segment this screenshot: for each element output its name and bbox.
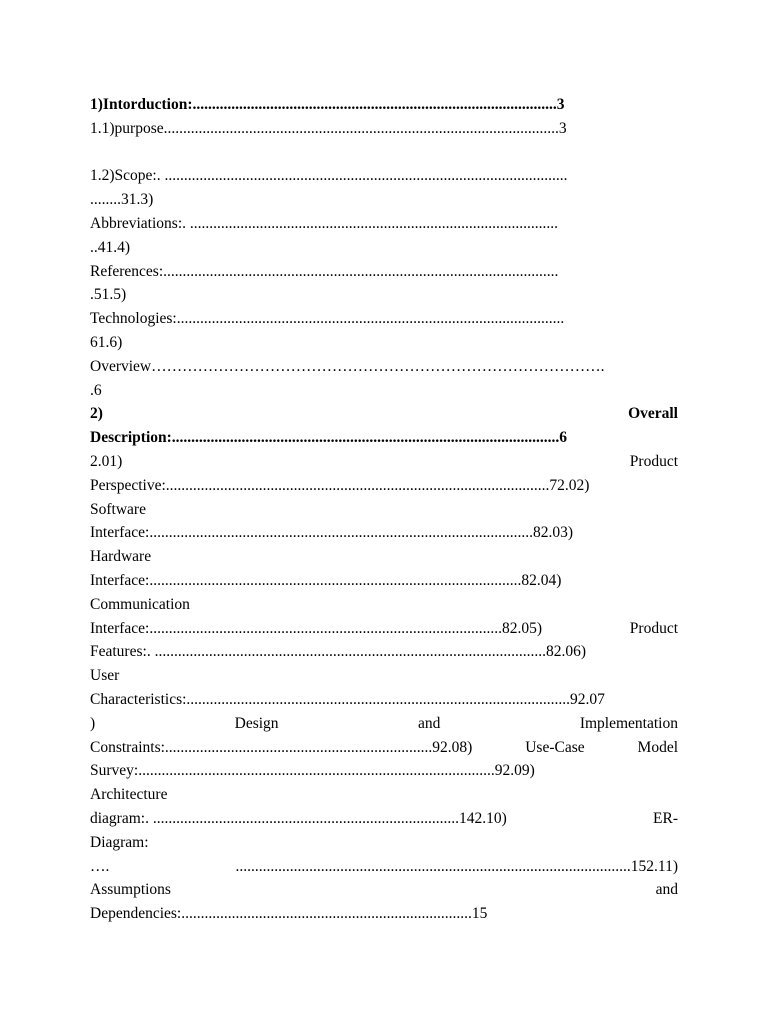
toc-entry-communication-interface [90,617,678,641]
toc-word: Use-Case [525,738,585,756]
toc-word: Product [629,452,678,470]
toc-entry-software-interface: Interface:...................................................................................................82.03) [90,524,574,542]
toc-entry-survey: Survey:............................................................................................92.09) [90,762,535,780]
toc-word: …. [90,857,110,875]
toc-entry-technologies-cont: 61.6) [90,333,123,351]
toc-entry-product-features: Features:. .....................................................................................................82.06) [90,643,586,661]
toc-entry-product-perspective [90,450,678,474]
toc-word: ER- [653,809,678,827]
toc-word: and [418,714,441,732]
toc-entry-introduction: 1)Intorduction:..............................................................................................3 [90,96,565,113]
toc-entry-diagram: Diagram: [90,833,149,851]
toc-entry-references-cont: .51.5) [90,286,127,304]
toc-word: Interface:...........................................................................................82.05) [90,619,543,637]
toc-word: Assumptions [90,881,171,899]
table-of-contents [90,93,678,926]
toc-entry-description: Description:....................................................................................................6 [90,429,568,447]
toc-entry-overview-cont: .6 [90,381,102,399]
toc-entry-hardware: Hardware [90,548,152,566]
toc-word: 2) [90,405,103,423]
toc-entry-scope: 1.2)Scope:. ........................................................................................................ [90,167,568,185]
toc-entry-purpose: 1.1)purpose......................................................................................................3 [90,119,567,137]
toc-entry-er-diagram [90,855,678,879]
toc-entry-hardware-interface: Interface:................................................................................................82.04) [90,571,562,589]
toc-entry-user: User [90,667,120,685]
toc-entry-abbreviations: Abbreviations:. ............................................................................................... [90,214,558,232]
toc-word: ......................................................................................................152.11) [235,857,678,875]
toc-word: Constraints:.....................................................................92.08) [90,738,473,756]
toc-word: diagram:. ...............................................................................142.10) [90,809,507,827]
toc-word: Implementation [579,714,678,732]
toc-entry-communication: Communication [90,595,190,613]
toc-entry-software: Software [90,500,146,518]
toc-word: 2.01) [90,452,123,470]
toc-entry-technologies: Technologies:.................................................................................................... [90,310,565,328]
toc-word: ) [90,714,96,732]
blank-line [90,141,678,165]
toc-entry-references: References:...................................................................................................... [90,262,559,280]
toc-word: and [655,881,678,899]
toc-entry-user-characteristics: Characteristics:...................................................................................................92.07 [90,690,605,708]
toc-entry-architecture-diagram [90,807,678,831]
toc-entry-design-implementation [90,712,678,736]
toc-entry-perspective: Perspective:...................................................................................................72.02) [90,476,590,494]
toc-word: Model [637,738,678,756]
toc-entry-overall-description [90,402,678,426]
toc-entry-overview: Overview……………………………………………………………………………. [90,357,605,375]
toc-word: Overall [628,405,678,423]
toc-entry-assumptions [90,878,678,902]
toc-entry-abbreviations-cont: ..41.4) [90,238,131,256]
toc-entry-architecture: Architecture [90,786,168,804]
toc-entry-dependencies: Dependencies:...........................................................................15 [90,905,488,923]
toc-entry-scope-cont: ........31.3) [90,191,154,209]
toc-word: Product [629,619,678,637]
toc-entry-constraints [90,736,678,760]
toc-word: Design [234,714,279,732]
